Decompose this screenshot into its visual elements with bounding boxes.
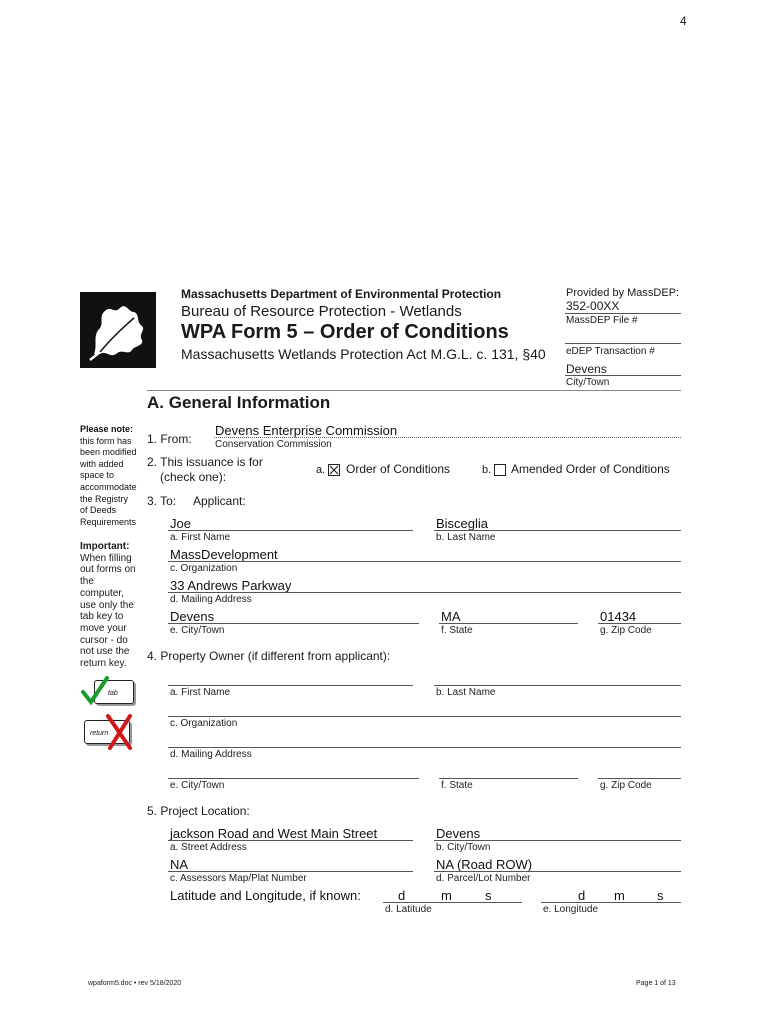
q5-label: 5. Project Location: [147,804,250,818]
applicant-last-name[interactable]: Bisceglia [436,516,489,531]
important-line: computer, [80,587,124,599]
applicant-state[interactable]: MA [441,609,461,624]
note-line: the Registry [80,493,129,504]
option-b-letter: b. [482,464,492,476]
note-title: Please note: [80,424,134,434]
applicant-label: Applicant: [193,494,246,508]
zip-label: g. Zip Code [600,625,652,636]
file-number[interactable]: 352-00XX [566,299,620,313]
state-line [439,623,578,624]
option-b-label: Amended Order of Conditions [511,462,670,476]
q2-label-line2: (check one): [160,470,227,484]
order-of-conditions-checkbox[interactable] [328,462,340,480]
note-line: this form has [80,435,132,446]
owner-first-name-label: a. First Name [170,687,231,698]
return-key-icon [80,712,140,752]
owner-first-name-line[interactable] [168,685,413,686]
q2-label-line1: 2. This issuance is for [147,455,263,469]
q1-label: 1. From: [147,432,192,446]
note-line: space to [80,470,115,481]
project-parcel-label: d. Parcel/Lot Number [436,873,531,884]
organization-label: c. Organization [170,563,238,574]
project-map-label: c. Assessors Map/Plat Number [170,873,307,884]
act-citation: Massachusetts Wetlands Protection Act M.G.L. c. 131, §40 [181,346,546,362]
applicant-city[interactable]: Devens [170,609,215,624]
tab-key-label: tab [108,690,118,697]
footer-page-number: Page 1 of 13 [636,980,676,987]
owner-address-label: d. Mailing Address [170,749,252,760]
applicant-first-name[interactable]: Joe [170,516,191,531]
latitude-m: m [441,888,452,903]
file-number-line [565,313,681,314]
project-city[interactable]: Devens [436,826,481,841]
header-city-value[interactable]: Devens [566,362,607,376]
project-map-line [168,871,413,872]
note-line: Requirements [80,516,137,527]
project-map[interactable]: NA [170,857,189,872]
last-name-line [434,530,681,531]
tab-key-icon [80,676,136,706]
owner-last-name-line[interactable] [434,685,681,686]
checkbox-box[interactable] [328,464,340,476]
checkbox-box[interactable] [494,464,506,476]
applicant-zip[interactable]: 01434 [600,609,637,624]
important-line: When filling [80,552,132,564]
owner-state-line[interactable] [439,778,578,779]
applicant-address[interactable]: 33 Andrews Parkway [170,578,292,593]
project-street-label: a. Street Address [170,842,247,853]
important-line: the [80,576,94,588]
project-city-line [434,840,681,841]
first-name-label: a. First Name [170,532,231,543]
bureau-name: Bureau of Resource Protection - Wetlands [181,303,462,320]
longitude-s: s [657,888,664,903]
q4-label: 4. Property Owner (if different from applicant): [147,649,391,663]
file-number-label: MassDEP File # [566,315,638,326]
note-line: accommodate [80,481,137,492]
amended-order-checkbox[interactable] [494,462,506,480]
edep-label: eDEP Transaction # [566,346,655,357]
oak-leaf-icon [80,292,156,368]
owner-zip-line[interactable] [598,778,681,779]
first-name-line [168,530,413,531]
important-line: cursor - do [80,634,128,646]
organization-line [168,561,681,562]
applicant-organization[interactable]: MassDevelopment [170,547,278,562]
important-line: tab key to [80,611,124,623]
last-name-label: b. Last Name [436,532,496,543]
footer-doc-info: wpaform5.doc • rev 5/18/2020 [88,980,182,987]
longitude-d: d [578,888,586,903]
q3-label: 3. To: [147,494,177,508]
note-line: with added [80,458,124,469]
from-caption: Conservation Commission [215,439,332,450]
owner-state-label: f. State [441,780,473,791]
note-line: of Deeds [80,505,117,516]
address-label: d. Mailing Address [170,594,252,605]
provided-by-label: Provided by MassDEP: [566,287,680,299]
option-a-letter: a. [316,464,326,476]
owner-organization-line[interactable] [168,716,681,717]
dept-name: Massachusetts Department of Environmental Protection [181,287,502,301]
latitude-label: d. Latitude [385,904,432,915]
from-line [214,437,681,438]
sidebar-note [80,424,137,528]
important-line: not use the [80,646,130,658]
project-parcel[interactable]: NA (Road ROW) [436,857,533,872]
return-key-label: return [90,730,109,737]
longitude-m: m [614,888,625,903]
important-line: use only the [80,599,134,611]
latlong-label: Latitude and Longitude, if known: [170,888,361,903]
page-number-top: 4 [680,14,687,28]
section-rule [147,390,681,391]
city-line [168,623,419,624]
sidebar-important [80,541,136,670]
header-city-line [565,375,681,376]
latitude-s: s [485,888,492,903]
form-title: WPA Form 5 – Order of Conditions [181,321,509,343]
owner-zip-label: g. Zip Code [600,780,652,791]
owner-address-line[interactable] [168,747,681,748]
section-title: A. General Information [147,393,331,412]
x-check-icon [329,465,339,475]
city-label: e. City/Town [170,625,225,636]
note-line: been modified [80,447,137,458]
latitude-d: d [398,888,406,903]
address-line [168,592,681,593]
project-parcel-line [434,871,681,872]
owner-city-line[interactable] [168,778,419,779]
massdep-logo [80,292,156,368]
state-label: f. State [441,625,473,636]
important-line: move your [80,622,127,634]
latitude-line[interactable] [383,902,522,903]
from-value[interactable]: Devens Enterprise Commission [215,423,398,438]
project-city-label: b. City/Town [436,842,491,853]
longitude-line[interactable] [541,902,681,903]
edep-top-line [565,343,681,344]
checkmark-icon [80,676,110,706]
owner-city-label: e. City/Town [170,780,225,791]
owner-organization-label: c. Organization [170,718,238,729]
owner-last-name-label: b. Last Name [436,687,496,698]
project-street-line [168,840,413,841]
x-mark-icon [104,712,134,752]
important-title: Important: [80,541,130,552]
zip-line [598,623,681,624]
project-street[interactable]: jackson Road and West Main Street [170,826,378,841]
header-city-label: City/Town [566,377,610,388]
important-line: return key. [80,658,127,670]
option-a-label: Order of Conditions [346,462,451,476]
longitude-label: e. Longitude [543,904,599,915]
important-line: out forms on [80,564,136,576]
